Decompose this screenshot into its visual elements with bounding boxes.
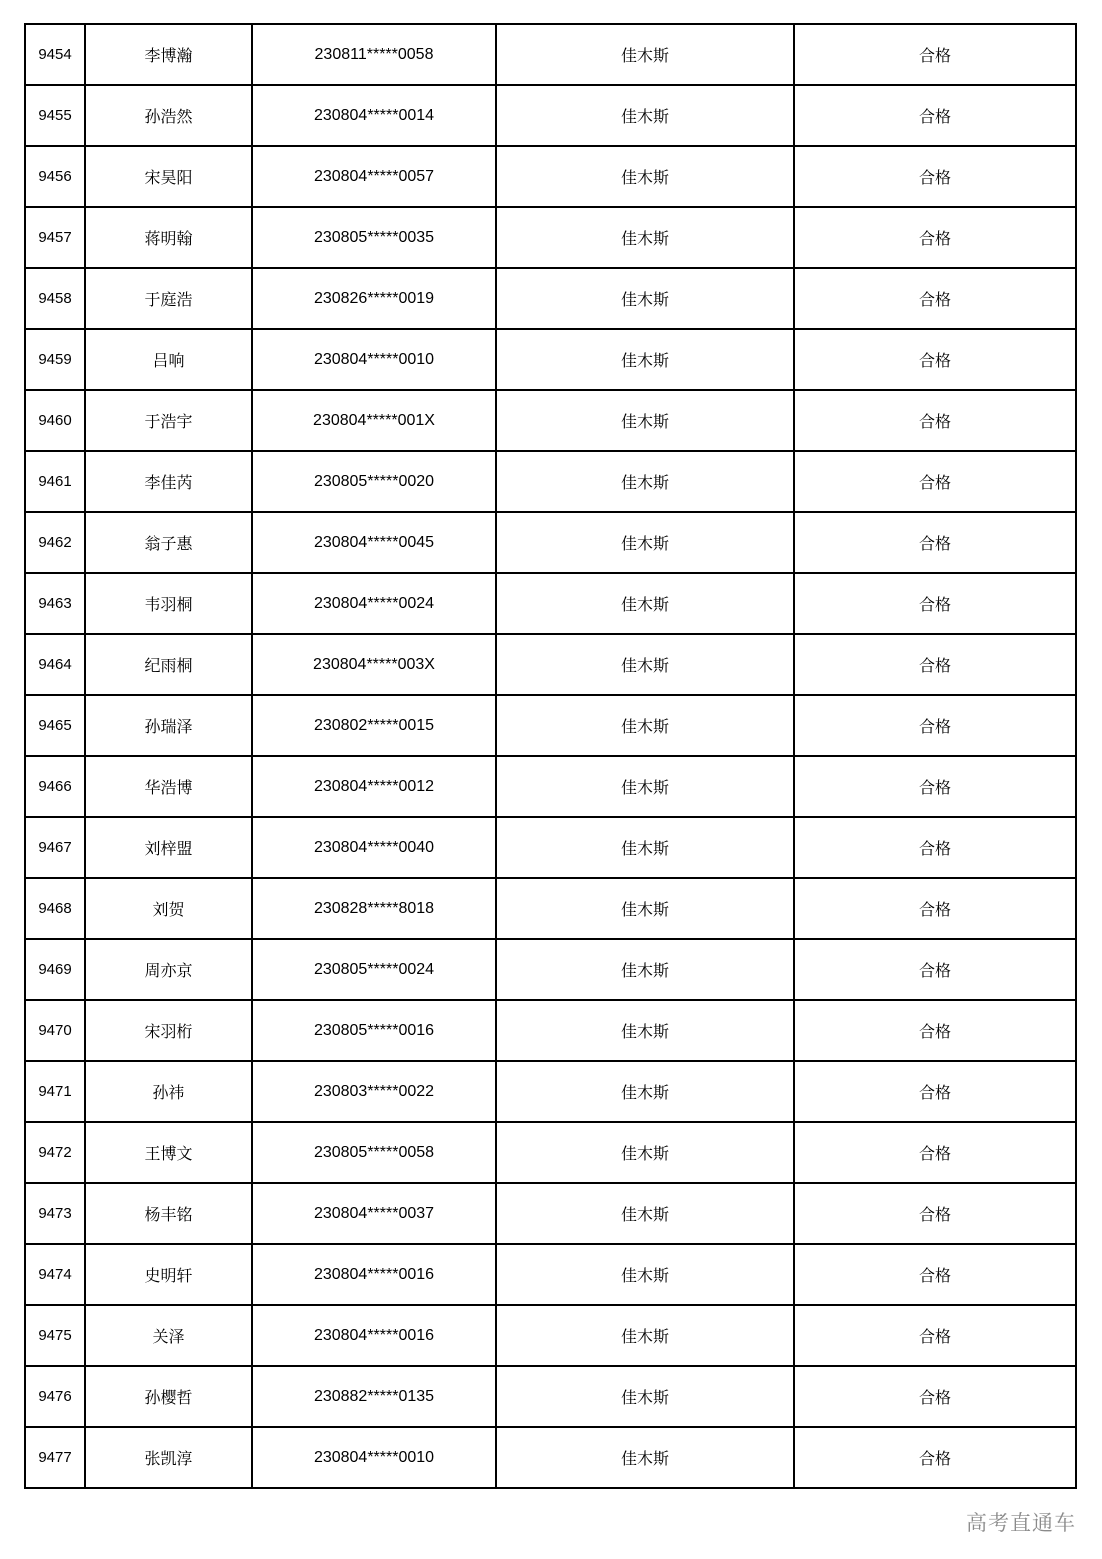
row-number-cell: 9476 <box>25 1366 85 1427</box>
city-cell: 佳木斯 <box>496 1366 794 1427</box>
result-cell: 合格 <box>794 634 1076 695</box>
result-cell: 合格 <box>794 85 1076 146</box>
city-cell: 佳木斯 <box>496 85 794 146</box>
candidate-name-cell: 孙瑞泽 <box>85 695 252 756</box>
city-cell: 佳木斯 <box>496 573 794 634</box>
table-row <box>25 817 1076 878</box>
city-cell: 佳木斯 <box>496 695 794 756</box>
city-cell: 佳木斯 <box>496 1305 794 1366</box>
table-row <box>25 1244 1076 1305</box>
candidate-name-cell: 吕响 <box>85 329 252 390</box>
id-number-cell: 230802*****0015 <box>252 695 496 756</box>
city-cell: 佳木斯 <box>496 1000 794 1061</box>
table-row <box>25 512 1076 573</box>
candidate-name-cell: 刘梓盟 <box>85 817 252 878</box>
row-number-cell: 9456 <box>25 146 85 207</box>
result-cell: 合格 <box>794 451 1076 512</box>
id-number-cell: 230804*****003X <box>252 634 496 695</box>
id-number-cell: 230804*****0024 <box>252 573 496 634</box>
city-cell: 佳木斯 <box>496 512 794 573</box>
table-row <box>25 939 1076 1000</box>
result-cell: 合格 <box>794 1427 1076 1488</box>
result-cell: 合格 <box>794 1244 1076 1305</box>
id-number-cell: 230804*****001X <box>252 390 496 451</box>
result-cell: 合格 <box>794 817 1076 878</box>
city-cell: 佳木斯 <box>496 268 794 329</box>
row-number-cell: 9468 <box>25 878 85 939</box>
candidate-name-cell: 于浩宇 <box>85 390 252 451</box>
result-cell: 合格 <box>794 939 1076 1000</box>
candidate-name-cell: 王博文 <box>85 1122 252 1183</box>
row-number-cell: 9459 <box>25 329 85 390</box>
table-row <box>25 634 1076 695</box>
candidate-name-cell: 孙祎 <box>85 1061 252 1122</box>
table-row <box>25 1427 1076 1488</box>
candidate-name-cell: 杨丰铭 <box>85 1183 252 1244</box>
table-row <box>25 695 1076 756</box>
row-number-cell: 9471 <box>25 1061 85 1122</box>
candidate-name-cell: 宋昊阳 <box>85 146 252 207</box>
result-cell: 合格 <box>794 1000 1076 1061</box>
row-number-cell: 9464 <box>25 634 85 695</box>
city-cell: 佳木斯 <box>496 756 794 817</box>
id-number-cell: 230811*****0058 <box>252 24 496 85</box>
candidate-name-cell: 蒋明翰 <box>85 207 252 268</box>
results-table <box>24 23 1077 1489</box>
city-cell: 佳木斯 <box>496 451 794 512</box>
table-row <box>25 1122 1076 1183</box>
row-number-cell: 9461 <box>25 451 85 512</box>
id-number-cell: 230804*****0012 <box>252 756 496 817</box>
result-cell: 合格 <box>794 1366 1076 1427</box>
result-cell: 合格 <box>794 695 1076 756</box>
result-cell: 合格 <box>794 573 1076 634</box>
city-cell: 佳木斯 <box>496 1122 794 1183</box>
row-number-cell: 9467 <box>25 817 85 878</box>
id-number-cell: 230804*****0010 <box>252 1427 496 1488</box>
id-number-cell: 230805*****0020 <box>252 451 496 512</box>
candidate-name-cell: 关泽 <box>85 1305 252 1366</box>
candidate-name-cell: 刘贺 <box>85 878 252 939</box>
candidate-name-cell: 李佳芮 <box>85 451 252 512</box>
id-number-cell: 230804*****0014 <box>252 85 496 146</box>
table-row <box>25 207 1076 268</box>
id-number-cell: 230805*****0035 <box>252 207 496 268</box>
city-cell: 佳木斯 <box>496 24 794 85</box>
candidate-name-cell: 孙浩然 <box>85 85 252 146</box>
city-cell: 佳木斯 <box>496 329 794 390</box>
result-cell: 合格 <box>794 1061 1076 1122</box>
candidate-name-cell: 孙樱哲 <box>85 1366 252 1427</box>
result-cell: 合格 <box>794 207 1076 268</box>
id-number-cell: 230804*****0016 <box>252 1305 496 1366</box>
row-number-cell: 9469 <box>25 939 85 1000</box>
result-cell: 合格 <box>794 756 1076 817</box>
candidate-name-cell: 宋羽桁 <box>85 1000 252 1061</box>
result-cell: 合格 <box>794 329 1076 390</box>
table-row <box>25 1366 1076 1427</box>
table-row <box>25 878 1076 939</box>
id-number-cell: 230804*****0037 <box>252 1183 496 1244</box>
city-cell: 佳木斯 <box>496 146 794 207</box>
candidate-name-cell: 周亦京 <box>85 939 252 1000</box>
id-number-cell: 230828*****8018 <box>252 878 496 939</box>
result-cell: 合格 <box>794 1183 1076 1244</box>
candidate-name-cell: 韦羽桐 <box>85 573 252 634</box>
city-cell: 佳木斯 <box>496 1244 794 1305</box>
row-number-cell: 9457 <box>25 207 85 268</box>
result-cell: 合格 <box>794 390 1076 451</box>
table-row <box>25 146 1076 207</box>
row-number-cell: 9470 <box>25 1000 85 1061</box>
table-row <box>25 1305 1076 1366</box>
candidate-name-cell: 华浩博 <box>85 756 252 817</box>
row-number-cell: 9473 <box>25 1183 85 1244</box>
table-row <box>25 24 1076 85</box>
result-cell: 合格 <box>794 1122 1076 1183</box>
table-row <box>25 1000 1076 1061</box>
candidate-name-cell: 纪雨桐 <box>85 634 252 695</box>
row-number-cell: 9472 <box>25 1122 85 1183</box>
candidate-name-cell: 于庭浩 <box>85 268 252 329</box>
row-number-cell: 9458 <box>25 268 85 329</box>
id-number-cell: 230826*****0019 <box>252 268 496 329</box>
city-cell: 佳木斯 <box>496 1183 794 1244</box>
row-number-cell: 9460 <box>25 390 85 451</box>
city-cell: 佳木斯 <box>496 939 794 1000</box>
city-cell: 佳木斯 <box>496 634 794 695</box>
id-number-cell: 230805*****0016 <box>252 1000 496 1061</box>
city-cell: 佳木斯 <box>496 390 794 451</box>
city-cell: 佳木斯 <box>496 817 794 878</box>
result-cell: 合格 <box>794 268 1076 329</box>
city-cell: 佳木斯 <box>496 207 794 268</box>
candidate-name-cell: 张凯淳 <box>85 1427 252 1488</box>
row-number-cell: 9462 <box>25 512 85 573</box>
table-row <box>25 573 1076 634</box>
row-number-cell: 9463 <box>25 573 85 634</box>
table-row <box>25 1183 1076 1244</box>
id-number-cell: 230805*****0058 <box>252 1122 496 1183</box>
id-number-cell: 230882*****0135 <box>252 1366 496 1427</box>
city-cell: 佳木斯 <box>496 1061 794 1122</box>
id-number-cell: 230804*****0010 <box>252 329 496 390</box>
id-number-cell: 230804*****0045 <box>252 512 496 573</box>
row-number-cell: 9477 <box>25 1427 85 1488</box>
table-row <box>25 390 1076 451</box>
table-row <box>25 85 1076 146</box>
row-number-cell: 9455 <box>25 85 85 146</box>
row-number-cell: 9474 <box>25 1244 85 1305</box>
row-number-cell: 9466 <box>25 756 85 817</box>
id-number-cell: 230804*****0040 <box>252 817 496 878</box>
row-number-cell: 9475 <box>25 1305 85 1366</box>
results-table-body <box>25 24 1076 1488</box>
id-number-cell: 230804*****0016 <box>252 1244 496 1305</box>
table-row <box>25 1061 1076 1122</box>
result-cell: 合格 <box>794 146 1076 207</box>
result-cell: 合格 <box>794 1305 1076 1366</box>
city-cell: 佳木斯 <box>496 1427 794 1488</box>
table-row <box>25 329 1076 390</box>
row-number-cell: 9454 <box>25 24 85 85</box>
table-row <box>25 756 1076 817</box>
candidate-name-cell: 翁子惠 <box>85 512 252 573</box>
result-cell: 合格 <box>794 878 1076 939</box>
result-cell: 合格 <box>794 24 1076 85</box>
id-number-cell: 230804*****0057 <box>252 146 496 207</box>
table-row <box>25 451 1076 512</box>
id-number-cell: 230805*****0024 <box>252 939 496 1000</box>
row-number-cell: 9465 <box>25 695 85 756</box>
id-number-cell: 230803*****0022 <box>252 1061 496 1122</box>
result-cell: 合格 <box>794 512 1076 573</box>
table-row <box>25 268 1076 329</box>
candidate-name-cell: 李博瀚 <box>85 24 252 85</box>
city-cell: 佳木斯 <box>496 878 794 939</box>
candidate-name-cell: 史明轩 <box>85 1244 252 1305</box>
watermark-text: 高考直通车 <box>966 1511 1076 1535</box>
